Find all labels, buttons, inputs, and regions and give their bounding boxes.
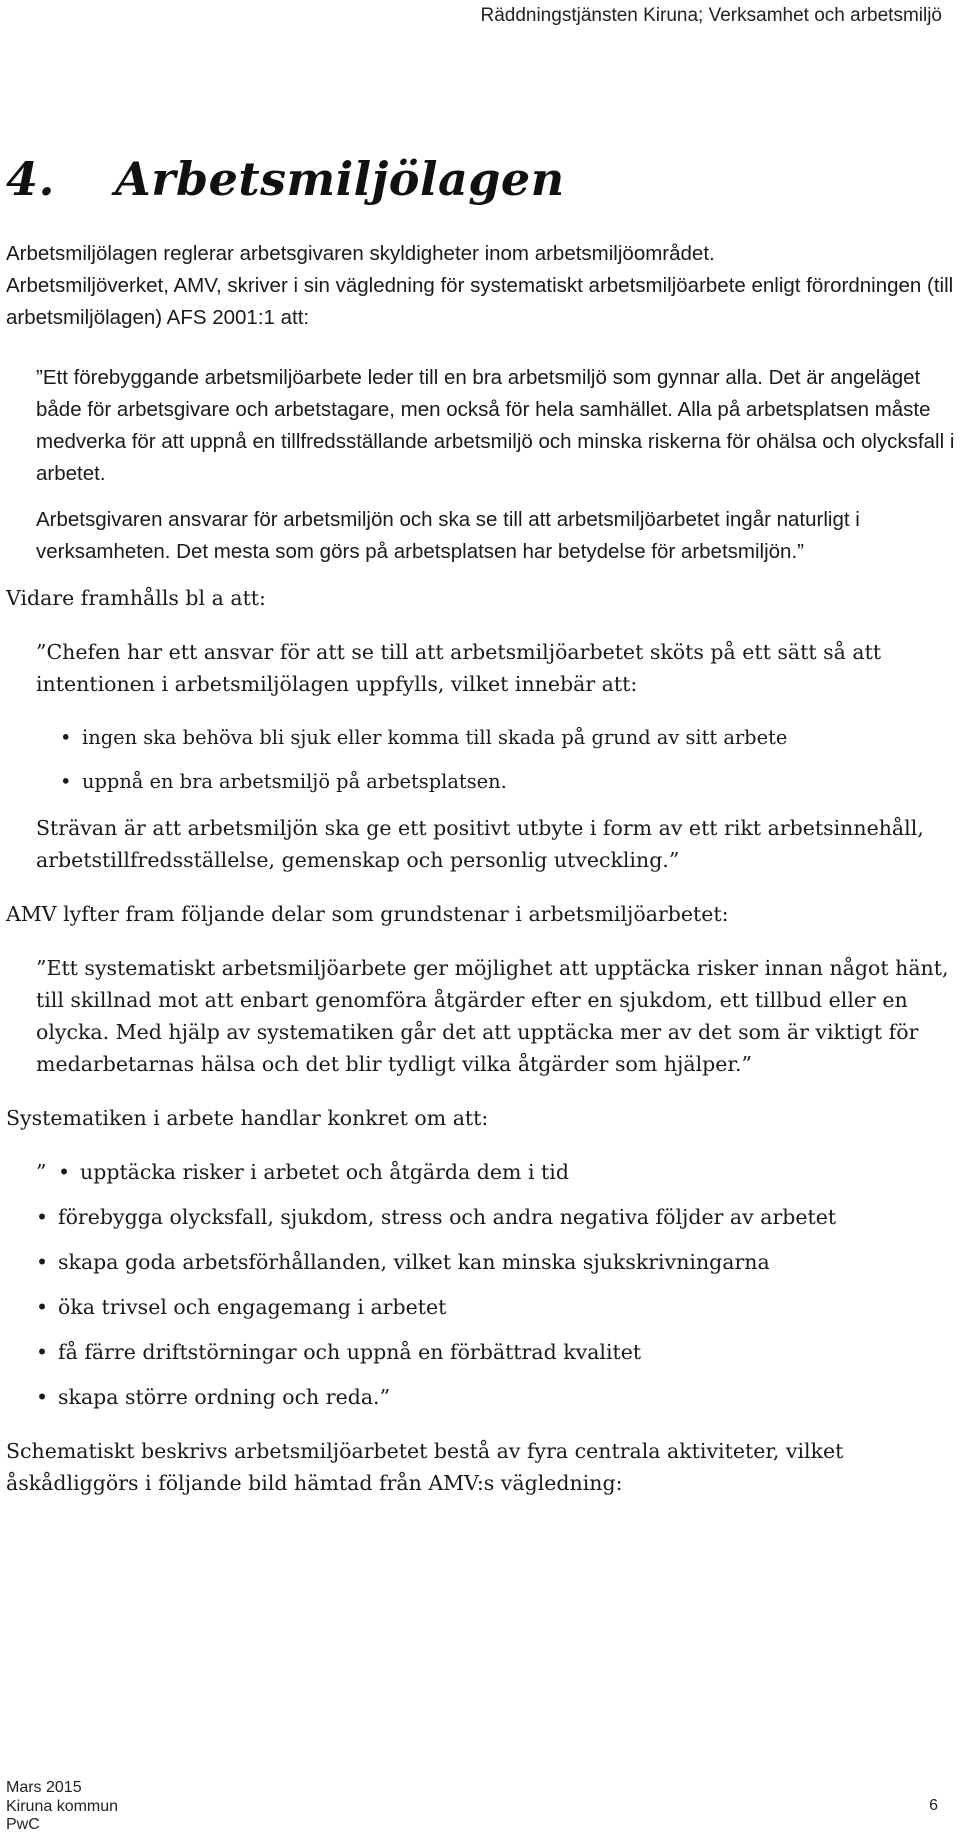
list-item-text: upptäcka risker i arbetet och åtgärda dem i tid [80,1160,569,1184]
list-item [36,1291,956,1323]
page-footer [6,1779,118,1835]
list-item-text: skapa goda arbetsförhållanden, vilket kan minska sjukskrivningarna [58,1250,770,1274]
bullet-glyph: • [58,1160,71,1184]
list-item-text: skapa större ordning och reda.” [58,1385,391,1409]
closing-paragraph: Schematiskt beskrivs arbetsmiljöarbetet bestå av fyra centrala aktiviteter, vilket åskådliggörs i följande bild hämtad från AMV:s vägledning: [6,1439,844,1495]
quote-2-end: Strävan är att arbetsmiljön ska ge ett positivt utbyte i form av ett rikt arbetsinnehåll, arbetstillfredsställelse, gemenskap och personlig utveckling.” [36,816,924,872]
list-item [36,1156,956,1188]
bullet-glyph: • [60,770,72,793]
footer-author: PwC [6,1816,40,1833]
list-item [36,1336,956,1368]
footer-date: Mars 2015 [6,1779,82,1796]
list-item [60,722,956,754]
list-item-text: få färre driftstörningar och uppnå en förbättrad kvalitet [58,1340,642,1364]
bullet-glyph: • [36,1295,49,1319]
list-item [36,1246,956,1278]
bullet-glyph: • [36,1340,49,1364]
systematics-bullet-list [6,1156,956,1413]
bullet-glyph: • [36,1250,49,1274]
list-item [60,766,956,798]
section-title: Arbetsmiljölagen [115,152,565,206]
amv-lead: AMV lyfter fram följande delar som grundstenar i arbetsmiljöarbetet: [6,902,729,926]
list-item-text: ingen ska behöva bli sjuk eller komma till skada på grund av sitt arbete [82,726,788,749]
quote-2-intro: ”Chefen har ett ansvar för att se till att arbetsmiljöarbetet sköts på ett sätt så att intentionen i arbetsmiljölagen uppfylls, vilket innebär att: [36,640,882,696]
chef-bullet-list [6,722,956,798]
page-number: 6 [929,1797,938,1814]
list-item [36,1381,956,1413]
footer-organization: Kiruna kommun [6,1797,119,1815]
open-quote-mark: ” [36,1160,47,1184]
intro-line-1: Arbetsmiljölagen reglerar arbetsgivaren skyldigheter inom arbetsmiljöområdet. [6,242,715,265]
quote-1-paragraph-2: Arbetsgivaren ansvarar för arbetsmiljön och ska se till att arbetsmiljöarbetet ingår naturligt i verksamheten. Det mesta som görs på arbetsplatsen har betydelse för arbetsmiljön.” [36,508,860,563]
list-item-text: öka trivsel och engagemang i arbetet [58,1295,447,1319]
bullet-glyph: • [36,1385,49,1409]
list-item-text: förebygga olycksfall, sjukdom, stress och andra negativa följder av arbetet [58,1205,837,1229]
list-item [36,1201,956,1233]
list-item-text: uppnå en bra arbetsmiljö på arbetsplatsen. [82,770,507,793]
running-header: Räddningstjänsten Kiruna; Verksamhet och arbetsmiljö [480,5,942,26]
systematics-lead: Systematiken i arbete handlar konkret om att: [6,1106,489,1130]
further-lead: Vidare framhålls bl a att: [6,586,266,610]
bullet-glyph: • [36,1205,49,1229]
intro-line-2: Arbetsmiljöverket, AMV, skriver i sin vägledning för systematiskt arbetsmiljöarbete enligt förordningen (till arbetsmiljölagen) AFS 2001:1 att: [6,274,954,329]
body-content [6,238,956,1499]
section-number: 4. [6,152,56,206]
bullet-glyph: • [60,726,72,749]
amv-quote: ”Ett systematiskt arbetsmiljöarbete ger möjlighet att upptäcka risker innan något hänt, till skillnad mot att enbart genomföra åtgärder efter en sjukdom, ett tillbud eller en olycka. Med hjälp av systematiken går det att upptäcka mer av det som är viktigt för medarbetarnas hälsa och det blir tydligt vilka åtgärder som hjälper.” [36,956,949,1076]
section-heading [6,152,565,206]
quote-1-paragraph-1: ”Ett förebyggande arbetsmiljöarbete leder till en bra arbetsmiljö som gynnar alla. Det är angeläget både för arbetsgivare och arbetstagare, men också för hela samhället. Alla på arbetsplatsen måste medverka för att uppnå en tillfredsställande arbetsmiljö och minska riskerna för ohälsa och olycksfall i arbetet. [36,366,955,485]
